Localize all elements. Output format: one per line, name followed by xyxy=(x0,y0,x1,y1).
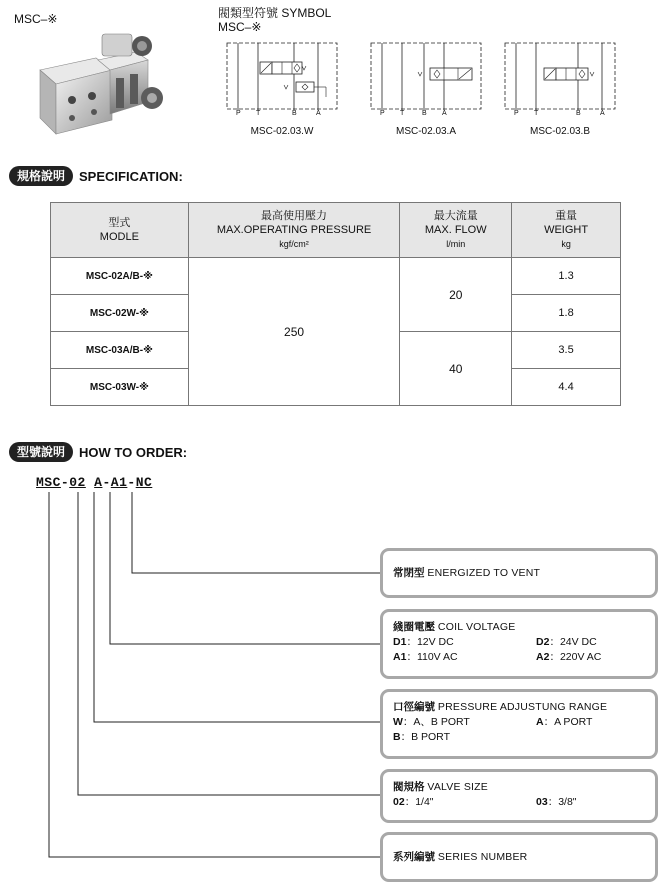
port-label: T xyxy=(534,110,539,117)
header-en: MAX. FLOW xyxy=(424,224,487,236)
port-label: T xyxy=(256,110,261,117)
port-label: B xyxy=(292,110,297,117)
order-heading xyxy=(9,442,187,462)
symbol-caption-b: MSC-02.03.B xyxy=(529,126,591,137)
code-space xyxy=(86,475,94,490)
product-label: MSC–※ xyxy=(14,12,58,26)
symbol-title xyxy=(218,6,331,34)
port-label: B xyxy=(576,110,581,117)
box-en: COIL VOLTAGE xyxy=(437,621,516,633)
flow-cell: 40 xyxy=(400,332,512,406)
symbol-w xyxy=(226,42,338,110)
item-value: 3/8" xyxy=(558,796,577,808)
box-cn: 常閉型 xyxy=(393,567,425,579)
box-cn: 系列編號 xyxy=(393,851,435,863)
item-value: 110V AC xyxy=(416,651,458,663)
port-label: B xyxy=(422,110,427,117)
item-key: 03 xyxy=(536,796,548,808)
item-key: A1 xyxy=(393,651,407,663)
symbol-title-line1: 閥類型符號 SYMBOL xyxy=(218,6,332,20)
box-en: PRESSURE ADJUSTUNG RANGE xyxy=(437,701,608,713)
header-cn: 型式 xyxy=(108,217,131,229)
weight-cell: 1.8 xyxy=(512,295,621,332)
item-value: A PORT xyxy=(554,716,593,728)
port-label: P xyxy=(514,110,519,117)
item-key: D2 xyxy=(536,636,550,648)
order-box-nc xyxy=(380,548,658,598)
code-series: MSC xyxy=(36,475,61,490)
port-label: A xyxy=(442,110,447,117)
box-cn: 口徑編號 xyxy=(393,701,435,713)
item-key: W xyxy=(393,716,403,728)
valve-photo xyxy=(36,30,166,140)
item-key: 02 xyxy=(393,796,405,808)
pressure-cell: 250 xyxy=(188,258,400,406)
header-en: WEIGHT xyxy=(544,224,589,236)
header-weight xyxy=(512,203,621,258)
item-value: A、B PORT xyxy=(413,716,470,728)
item-value: 1/4" xyxy=(415,796,434,808)
order-badge: 型號說明 xyxy=(9,442,73,462)
header-pressure xyxy=(188,203,400,258)
ports-a xyxy=(370,110,482,120)
flow-cell: 20 xyxy=(400,258,512,332)
port-label: A xyxy=(316,110,321,117)
item-key: A xyxy=(536,716,544,728)
code-nc: NC xyxy=(135,475,153,490)
symbol-b xyxy=(504,42,616,110)
header-unit: l/min xyxy=(446,239,466,249)
weight-cell: 3.5 xyxy=(512,332,621,369)
item-value: 12V DC xyxy=(416,636,454,648)
box-cn: 閥規格 xyxy=(393,781,425,793)
order-box-port: 口徑編號 PRESSURE ADJUSTUNG RANGE W：A、B PORT A：A PORT B：B PORT xyxy=(380,689,658,759)
model-cell: MSC-03A/B-※ xyxy=(51,332,189,369)
spec-badge: 規格說明 xyxy=(9,166,73,186)
item-value: 24V DC xyxy=(559,636,597,648)
order-box-size: 閥規格 VALVE SIZE 02：1/4" 03：3/8" xyxy=(380,769,658,823)
item-value: 220V AC xyxy=(559,651,602,663)
model-cell: MSC-02W-※ xyxy=(51,295,189,332)
spec-title: SPECIFICATION: xyxy=(79,168,183,184)
item-key: B xyxy=(393,731,401,743)
spec-table xyxy=(50,202,621,406)
order-code xyxy=(36,475,152,490)
item-key: A2 xyxy=(536,651,550,663)
spec-header-row xyxy=(51,203,621,258)
order-title: HOW TO ORDER: xyxy=(79,444,188,460)
ports-w xyxy=(226,110,338,120)
header-unit: kg xyxy=(561,239,571,249)
code-dash: - xyxy=(102,475,111,490)
header-unit: kgf/cm² xyxy=(279,239,309,249)
header-en: MODLE xyxy=(99,231,139,243)
item-key: D1 xyxy=(393,636,407,648)
code-dash: - xyxy=(127,475,136,490)
code-port: A xyxy=(94,475,103,490)
header-en: MAX.OPERATING PRESSURE xyxy=(216,224,372,236)
ports-b xyxy=(504,110,616,120)
symbol-caption-w: MSC-02.03.W xyxy=(250,126,314,137)
weight-cell: 1.3 xyxy=(512,258,621,295)
port-label: P xyxy=(236,110,241,117)
spec-heading xyxy=(9,166,183,186)
symbol-title-line2: MSC–※ xyxy=(218,20,262,34)
box-cn: 綫圈電壓 xyxy=(393,621,435,633)
weight-cell: 4.4 xyxy=(512,369,621,406)
symbol-caption-a: MSC-02.03.A xyxy=(395,126,457,137)
code-dash: - xyxy=(60,475,70,490)
symbol-a xyxy=(370,42,482,110)
order-box-series xyxy=(380,832,658,882)
header-model xyxy=(51,203,189,258)
model-cell: MSC-02A/B-※ xyxy=(51,258,189,295)
port-label: A xyxy=(600,110,605,117)
header-cn: 最大流量 xyxy=(433,210,478,222)
header-cn: 重量 xyxy=(555,210,578,222)
box-en: SERIES NUMBER xyxy=(437,851,528,863)
code-size: 02 xyxy=(69,475,86,490)
port-label: T xyxy=(400,110,405,117)
model-cell: MSC-03W-※ xyxy=(51,369,189,406)
order-box-voltage: 綫圈電壓 COIL VOLTAGE D1：12V DC D2：24V DC A1：110V AC A2：220V AC xyxy=(380,609,658,679)
table-row xyxy=(51,258,621,295)
box-en: ENERGIZED TO VENT xyxy=(427,567,541,579)
header-flow xyxy=(400,203,512,258)
item-value: B PORT xyxy=(411,731,450,743)
code-voltage: A1 xyxy=(110,475,128,490)
port-label: P xyxy=(380,110,385,117)
header-cn: 最高使用壓力 xyxy=(261,210,328,222)
box-en: VALVE SIZE xyxy=(427,781,488,793)
